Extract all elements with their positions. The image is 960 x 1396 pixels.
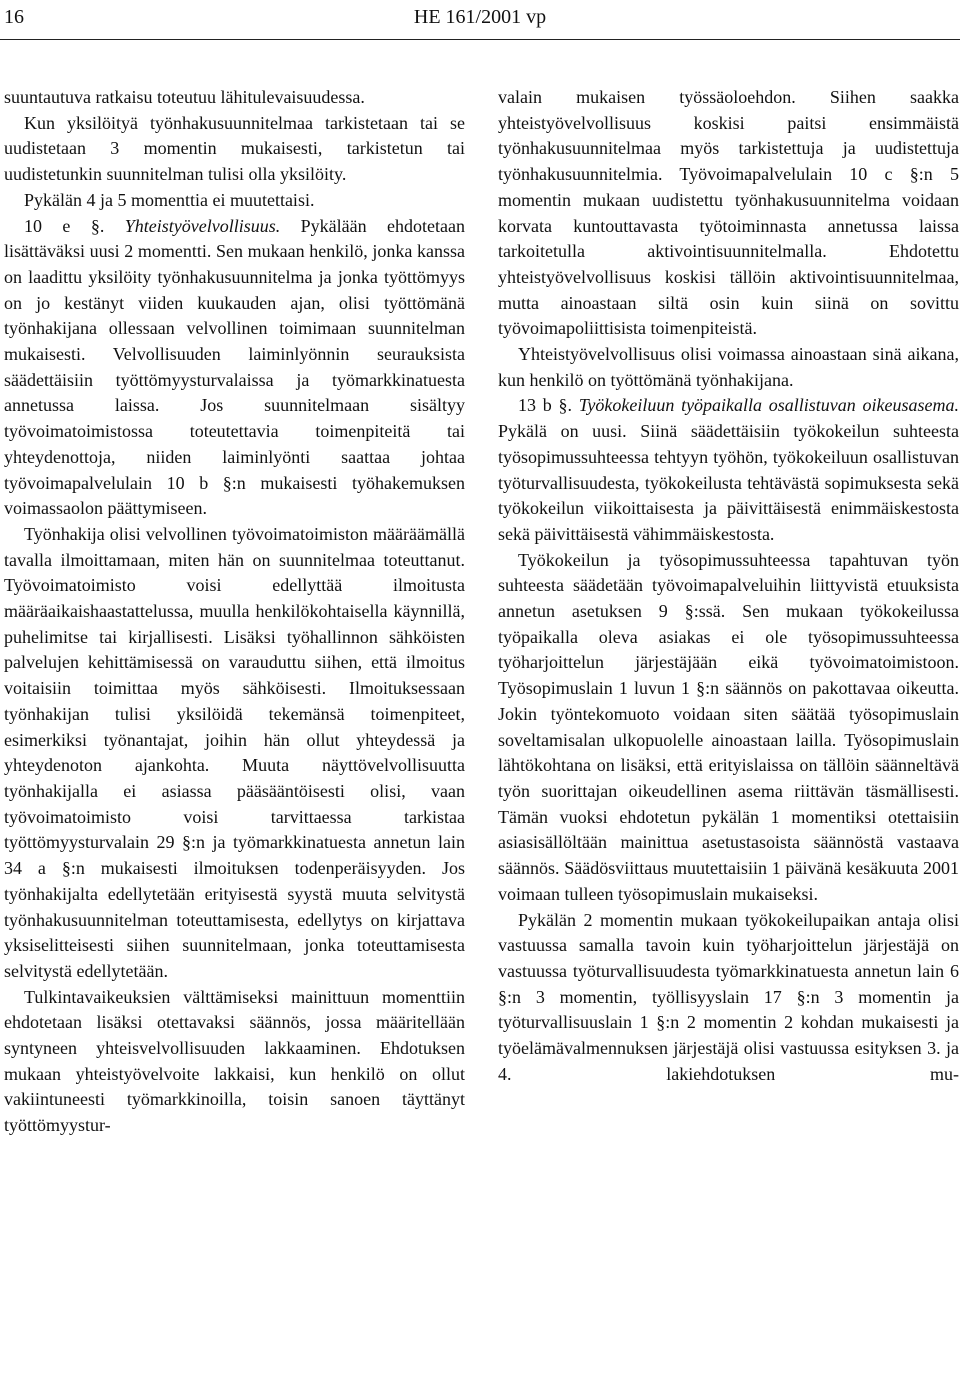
- section-title: Työkokeiluun työpaikalla osallistuvan oikeusasema.: [578, 395, 959, 416]
- section-title: Yhteistyövelvollisuus.: [124, 215, 281, 236]
- paragraph: Pykälän 4 ja 5 momenttia ei muutettaisi.: [24, 189, 315, 210]
- section-text: Pykälä on uusi. Siinä säädettäisiin työkokeilun suhteesta työsopimussuhteessa tehtyyn työhön, työkokeiluun osallistuvan työturvallisuudesta, työkokeilusta tehtävästä sopimuksesta sekä työkokeilun viikoittaisesta ja päivittäisestä enimmäiskestosta sekä päivittäisestä vähimmäiskestosta.: [498, 421, 959, 544]
- paragraph: valain mukaisen työssäoloehdon. Siihen saakka yhteistyövelvollisuus koskisi paitsi ensimmäistä työnhakusuunnitelmaa myös tarkistettuja ja uudistettuja työnhakusuunnitelmia. Työvoimapalvelulain 10 c §:n 5 momentin mukaan uudistettu työnhakusuunnitelma voidaan korvata kuntouttavasta työtoiminnasta annetussa laissa tarkoitetulla aktivointisuunnitelmalla. Ehdotettu yhteistyövelvollisuus koskisi tällöin aktivointisuunnitelmaa, mutta ainoastaan siltä osin kuin siinä on sovittu työvoimapoliittisista toimenpiteistä.: [498, 87, 959, 339]
- section-paragraph: [498, 393, 959, 547]
- paragraph: Yhteistyövelvollisuus olisi voimassa ainoastaan sinä aikana, kun henkilö on työttömänä työnhakijana.: [498, 344, 959, 390]
- section-number: 10 e §.: [24, 215, 105, 236]
- right-column: [498, 85, 959, 1087]
- paragraph: Pykälän 2 momentin mukaan työkokeilupaikan antaja olisi vastuussa samalla tavoin kuin työharjoittelun järjestäjä on vastuussa työturvallisuudesta työmarkkinatuesta annetun lain 6 §:n 3 momentin, työllisyyslain 17 §:n 3 momentin ja työturvallisuuslain 1 §:n 2 momentin 2 kohdan mukaisesti ja työelämävalmennuksen järjestäjä olisi vastuussa esityksen 3. ja 4. lakiehdotuksen mu-: [498, 909, 959, 1084]
- paragraph: Työnhakija olisi velvollinen työvoimatoimiston määräämällä tavalla ilmoittamaan, miten hän on suunnitelmaa toteuttanut. Työvoimatoimisto voisi edellyttää ilmoitusta määräaikaishaastattelussa, muulla henkilökohtaisella käynnillä, puhelimitse tai kirjallisesti. Lisäksi työhallinnon sähköisten palvelujen kehittämisessä on varauduttu siihen, että ilmoitus voitaisiin toimittaa myös sähköisesti. Ilmoituksessaan työnhakijan tulisi yksilöidä tekemänsä toimenpiteet, esimerkiksi työnantajat, joihin hän ollut yhteydessä ja yhteydenoton ajankohta. Muuta näyttövelvollisuutta työnhakijalla ei asiassa pääsääntöisesti olisi, vaan työvoimatoimisto voisi tarvittaessa tarkistaa työttömyysturvalain 29 §:n ja työmarkkinatuesta annetun lain 34 a §:n mukaisesti ilmoituksen todenperäisyyden. Jos työnhakijalta edellytetään erityisestä syystä muuta selvitystä työnhakusuunnitelman toteuttamisesta, edellytys on kirjattava yksiselitteisesti siihen suunnitelmaan, jonka toteuttamisesta selvitystä edellytetään.: [4, 523, 465, 981]
- page-number: 16: [4, 6, 24, 28]
- paragraph: suuntautuva ratkaisu toteutuu lähitulevaisuudessa.: [4, 87, 365, 107]
- page-header: [0, 0, 960, 40]
- section-number: 13 b §.: [518, 395, 572, 416]
- left-column: [4, 85, 465, 1139]
- paragraph: Tulkintavaikeuksien välttämiseksi mainittuun momenttiin ehdotetaan lisäksi otettavaksi säännös, jossa määritellään syntyneen yhteisvelvollisuuden lakkaaminen. Ehdotuksen mukaan yhteistyövelvoite lakkaisi, kun henkilö on ollut vakiintuneesti työmarkkinoilla, toisin sanoen täyttänyt työttömyystur-: [4, 986, 465, 1136]
- section-text: Pykälään ehdotetaan lisättäväksi uusi 2 momentti. Sen mukaan henkilö, jonka kanssa on laadittu yksilöity työnhakusuunnitelma ja jonka työttömyys on jo kestänyt viiden kuukauden ajan, olisi työttömänä työnhakijana ollessaan velvollinen toimimaan suunnitelman mukaisesti. Velvollisuuden laiminlyönnin seurauksista säädettäisiin työttömyysturvalaissa ja työmarkkinatuesta annetussa laissa. Jos suunnitelmaan sisältyy työvoimatoimistossa toteutettavia toimenpiteitä tai yhteydenottoja, niiden laiminlyönti saattaa johtaa työvoimapalvelulain 10 b §:n mukaisesti työhakemuksen voimassaolon päättymiseen.: [4, 215, 466, 519]
- paragraph: Työkokeilun ja työsopimussuhteessa tapahtuvan työn suhteesta säädetään työvoimapalveluihin liittyvistä etuuksista annetun asetuksen 9 §:ssä. Sen mukaan työkokeilussa työpaikalla oleva asiakas ei ole työsopimussuhteessa työharjoittelun järjestäjään eikä työvoimatoimistoon. Työsopimuslain 1 luvun 1 §:n säännös on pakottavaa oikeutta. Jokin työntekomuoto voidaan siten säätää työsopimuslain soveltamisalan ulkopuolelle ainoastaan lailla. Työsopimuslain lähtökohtana on lisäksi, että erityislaissa on tällöin säänneltävä työn suorittajan oikeudellinen asema riittävän täsmällisesti. Tämän vuoksi ehdotetun pykälän 1 momentiksi otettaisiin asiasisällöltään mainittua asetustasoista säännöstä vastaava säännös. Säädösviittaus muutettaisiin 1 päivänä kesäkuuta 2001 voimaan tulleen työsopimuslain mukaiseksi.: [498, 549, 959, 904]
- paragraph: Kun yksilöityä työnhakusuunnitelmaa tarkistetaan tai se uudistetaan 3 momentin mukaisesti, tarkistetun tai uudistetunkin suunnitelman tulisi olla yksilöity.: [4, 112, 465, 185]
- section-paragraph: [4, 214, 465, 522]
- document-id: HE 161/2001 vp: [413, 6, 547, 28]
